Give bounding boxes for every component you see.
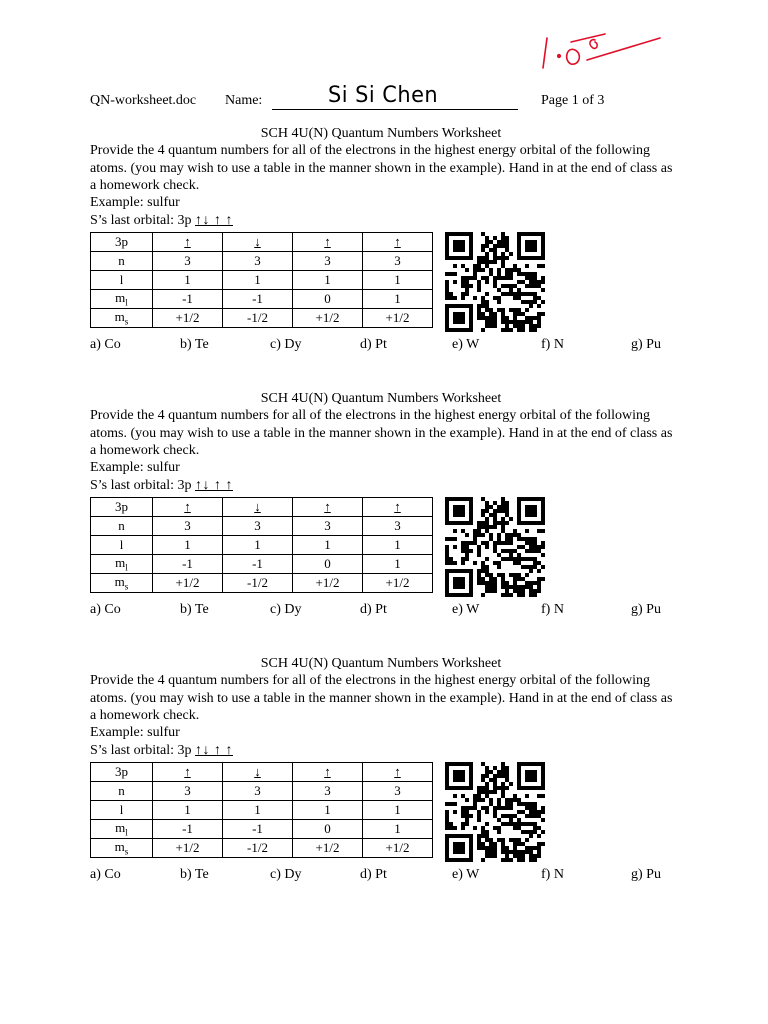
- table-cell: ↑: [153, 763, 223, 782]
- row-label: n: [91, 517, 153, 536]
- atom-item: f) N: [541, 602, 564, 617]
- table-cell: 1: [223, 271, 293, 290]
- table-cell: 1: [363, 801, 433, 820]
- table-row: [91, 271, 433, 290]
- table-cell: 1: [153, 271, 223, 290]
- table-cell: 3: [363, 252, 433, 271]
- table-cell: +1/2: [363, 839, 433, 858]
- table-cell: 1: [363, 555, 433, 574]
- table-cell: 1: [363, 271, 433, 290]
- orbital-label: S’s last orbital: 3p: [90, 478, 192, 493]
- table-cell: 3: [363, 782, 433, 801]
- row-label: l: [91, 271, 153, 290]
- table-cell: 3: [153, 782, 223, 801]
- quantum-number-table: [90, 762, 433, 858]
- row-label: $m_l$: [91, 820, 153, 839]
- table-cell: -1: [223, 290, 293, 309]
- qr-code-graphic: [444, 231, 546, 333]
- row-label: 3p: [91, 233, 153, 252]
- name-label: Name:: [225, 93, 263, 108]
- table-cell: 1: [153, 801, 223, 820]
- atom-item: e) W: [452, 602, 480, 617]
- atom-item: c) Dy: [270, 337, 302, 352]
- orbital-arrows: ↑↓ ↑ ↑: [195, 213, 233, 228]
- atom-list: [90, 602, 680, 620]
- table-row: [91, 498, 433, 517]
- grade-mark-drawing: [535, 20, 665, 80]
- worksheet-section-1: [90, 126, 680, 376]
- row-label: 3p: [91, 498, 153, 517]
- table-row: [91, 555, 433, 574]
- table-cell: ↑: [153, 233, 223, 252]
- example-label: Example: sulfur: [90, 195, 180, 210]
- table-cell: 1: [363, 820, 433, 839]
- table-cell: +1/2: [293, 839, 363, 858]
- atom-item: a) Co: [90, 337, 121, 352]
- table-cell: ↑: [293, 498, 363, 517]
- orbital-line: [90, 478, 233, 494]
- table-cell: 1: [293, 536, 363, 555]
- table-row: [91, 233, 433, 252]
- table-row: [91, 517, 433, 536]
- table-cell: 3: [153, 252, 223, 271]
- table-row: [91, 801, 433, 820]
- atom-item: d) Pt: [360, 867, 387, 882]
- table-cell: 1: [363, 536, 433, 555]
- table-cell: 1: [223, 801, 293, 820]
- table-cell: +1/2: [293, 309, 363, 328]
- atom-item: a) Co: [90, 602, 121, 617]
- row-label: l: [91, 536, 153, 555]
- table-cell: -1/2: [223, 574, 293, 593]
- worksheet-title: SCH 4U(N) Quantum Numbers Worksheet: [260, 656, 502, 671]
- table-row: [91, 536, 433, 555]
- table-cell: ↓: [223, 233, 293, 252]
- table-row: [91, 782, 433, 801]
- document-header: [90, 83, 650, 113]
- qr-code: [444, 761, 546, 863]
- row-label: n: [91, 782, 153, 801]
- row-label: n: [91, 252, 153, 271]
- row-label: $m_l$: [91, 290, 153, 309]
- table-cell: +1/2: [153, 574, 223, 593]
- atom-item: f) N: [541, 867, 564, 882]
- table-cell: 3: [223, 782, 293, 801]
- row-label: $m_s$: [91, 574, 153, 593]
- table-cell: 3: [293, 517, 363, 536]
- table-cell: ↓: [223, 498, 293, 517]
- table-cell: 3: [293, 252, 363, 271]
- table-cell: 3: [363, 517, 433, 536]
- example-label: Example: sulfur: [90, 725, 180, 740]
- row-label: $m_s$: [91, 309, 153, 328]
- table-cell: ↑: [153, 498, 223, 517]
- table-row: [91, 820, 433, 839]
- orbital-line: [90, 213, 233, 229]
- table-cell: 1: [293, 801, 363, 820]
- quantum-number-table: [90, 232, 433, 328]
- orbital-label: S’s last orbital: 3p: [90, 743, 192, 758]
- table-cell: +1/2: [363, 574, 433, 593]
- table-cell: +1/2: [363, 309, 433, 328]
- table-cell: 3: [223, 517, 293, 536]
- orbital-arrows: ↑↓ ↑ ↑: [195, 478, 233, 493]
- quantum-number-table: [90, 497, 433, 593]
- worksheet-section-3: [90, 656, 680, 906]
- atom-item: b) Te: [180, 337, 209, 352]
- instructions: Provide the 4 quantum numbers for all of the electrons in the highest energy orbital of the following atoms. (you may wish to use a table in the manner shown in the example). Hand in at the end of class as a homework check.: [90, 673, 673, 723]
- table-cell: 0: [293, 555, 363, 574]
- qr-code-graphic: [444, 496, 546, 598]
- table-cell: -1: [153, 290, 223, 309]
- atom-list: [90, 337, 680, 355]
- atom-list: [90, 867, 680, 885]
- atom-item: g) Pu: [631, 602, 661, 617]
- table-cell: 1: [153, 536, 223, 555]
- table-cell: 3: [153, 517, 223, 536]
- table-cell: -1/2: [223, 839, 293, 858]
- atom-item: e) W: [452, 867, 480, 882]
- table-row: [91, 290, 433, 309]
- table-cell: -1: [223, 820, 293, 839]
- qr-code: [444, 496, 546, 598]
- table-cell: +1/2: [153, 309, 223, 328]
- atom-item: c) Dy: [270, 602, 302, 617]
- worksheet-title: SCH 4U(N) Quantum Numbers Worksheet: [260, 126, 502, 141]
- table-cell: 1: [223, 536, 293, 555]
- table-cell: -1: [153, 820, 223, 839]
- table-cell: ↑: [363, 233, 433, 252]
- atom-item: c) Dy: [270, 867, 302, 882]
- atom-item: d) Pt: [360, 337, 387, 352]
- table-row: [91, 839, 433, 858]
- table-cell: 3: [293, 782, 363, 801]
- orbital-line: [90, 743, 233, 759]
- atom-item: b) Te: [180, 602, 209, 617]
- table-cell: +1/2: [153, 839, 223, 858]
- handwritten-grade: [535, 20, 665, 80]
- atom-item: g) Pu: [631, 337, 661, 352]
- table-row: [91, 574, 433, 593]
- row-label: $m_l$: [91, 555, 153, 574]
- table-cell: ↑: [293, 763, 363, 782]
- table-cell: +1/2: [293, 574, 363, 593]
- orbital-label: S’s last orbital: 3p: [90, 213, 192, 228]
- atom-item: g) Pu: [631, 867, 661, 882]
- qr-code-graphic: [444, 761, 546, 863]
- table-row: [91, 309, 433, 328]
- instructions: Provide the 4 quantum numbers for all of the electrons in the highest energy orbital of the following atoms. (you may wish to use a table in the manner shown in the example). Hand in at the end of class as a homework check.: [90, 143, 673, 193]
- table-cell: 1: [293, 271, 363, 290]
- table-cell: ↑: [293, 233, 363, 252]
- table-cell: -1: [223, 555, 293, 574]
- table-cell: 0: [293, 820, 363, 839]
- table-cell: -1: [153, 555, 223, 574]
- worksheet-section-2: [90, 391, 680, 641]
- row-label: l: [91, 801, 153, 820]
- atom-item: e) W: [452, 337, 480, 352]
- table-row: [91, 252, 433, 271]
- filename: QN-worksheet.doc: [90, 93, 197, 108]
- table-cell: ↑: [363, 498, 433, 517]
- worksheet-title: SCH 4U(N) Quantum Numbers Worksheet: [260, 391, 502, 406]
- atom-item: d) Pt: [360, 602, 387, 617]
- table-cell: 1: [363, 290, 433, 309]
- table-cell: 3: [223, 252, 293, 271]
- atom-item: b) Te: [180, 867, 209, 882]
- row-label: $m_s$: [91, 839, 153, 858]
- example-label: Example: sulfur: [90, 460, 180, 475]
- qr-code: [444, 231, 546, 333]
- page-indicator: Page 1 of 3: [541, 93, 605, 108]
- table-cell: ↓: [223, 763, 293, 782]
- atom-item: f) N: [541, 337, 564, 352]
- table-cell: -1/2: [223, 309, 293, 328]
- instructions: Provide the 4 quantum numbers for all of the electrons in the highest energy orbital of the following atoms. (you may wish to use a table in the manner shown in the example). Hand in at the end of class as a homework check.: [90, 408, 673, 458]
- atom-item: a) Co: [90, 867, 121, 882]
- table-row: [91, 763, 433, 782]
- table-cell: ↑: [363, 763, 433, 782]
- handwritten-name: Si Si Chen: [328, 83, 439, 108]
- orbital-arrows: ↑↓ ↑ ↑: [195, 743, 233, 758]
- name-underline: [272, 109, 518, 110]
- table-cell: 0: [293, 290, 363, 309]
- row-label: 3p: [91, 763, 153, 782]
